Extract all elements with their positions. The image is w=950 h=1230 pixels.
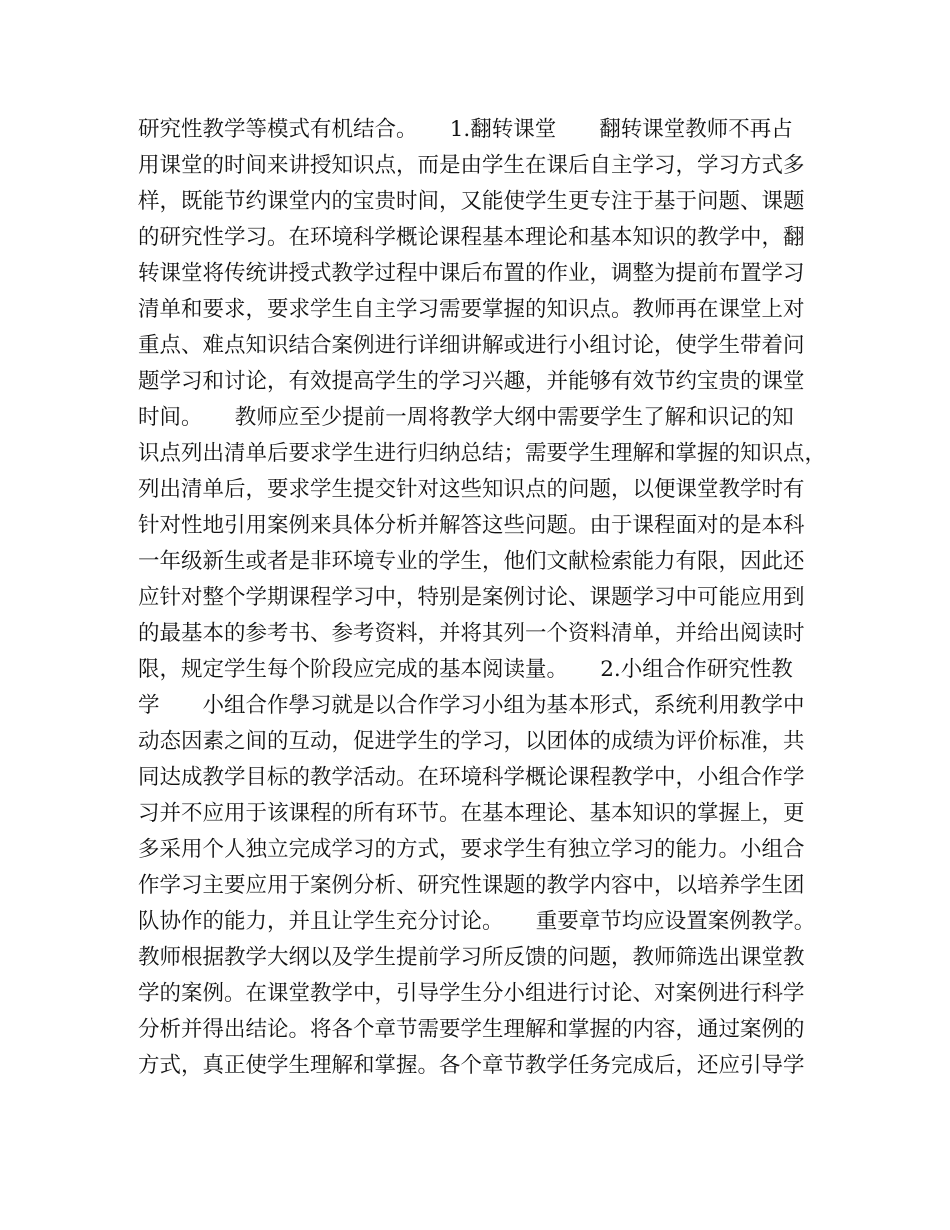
text-line: 样，既能节约课堂内的宝贵时间，又能使学生更专注于基于问题、课题 xyxy=(138,189,805,214)
text-line: 题学习和讨论，有效提高学生的学习兴趣，并能够有效节约宝贵的课堂 xyxy=(138,369,805,394)
text-line: 的最基本的参考书、参考资料，并将其列一个资料清单，并给出阅读时 xyxy=(138,621,805,646)
text-line: 的研究性学习。在环境科学概论课程基本理论和基本知识的教学中，翻 xyxy=(138,225,805,250)
text-line: 习并不应用于该课程的所有环节。在基本理论、基本知识的掌握上，更 xyxy=(138,801,805,826)
text-line: 一年级新生或者是非环境专业的学生，他们文献检索能力有限，因此还 xyxy=(138,549,805,574)
text-line: 分析并得出结论。将各个章节需要学生理解和掌握的内容，通过案例的 xyxy=(138,1017,805,1042)
text-line: 应针对整个学期课程学习中，特别是案例讨论、课题学习中可能应用到 xyxy=(138,585,805,610)
text-line: 多采用个人独立完成学习的方式，要求学生有独立学习的能力。小组合 xyxy=(138,837,805,862)
text-line: 转课堂将传统讲授式教学过程中课后布置的作业，调整为提前布置学习 xyxy=(138,261,805,286)
text-line: 识点列出清单后要求学生进行归纳总结；需要学生理解和掌握的知识点， xyxy=(138,441,827,466)
text-line: 列出清单后，要求学生提交针对这些知识点的问题，以便课堂教学时有 xyxy=(138,477,805,502)
text-line: 针对性地引用案例来具体分析并解答这些问题。由于课程面对的是本科 xyxy=(138,513,805,538)
text-line: 学 小组合作學习就是以合作学习小组为基本形式，系统利用教学中 xyxy=(138,693,805,718)
text-line: 同达成教学目标的教学活动。在环境科学概论课程教学中，小组合作学 xyxy=(138,765,805,790)
text-line: 重点、难点知识结合案例进行详细讲解或进行小组讨论，使学生带着问 xyxy=(138,333,805,358)
body-text xyxy=(138,112,828,1084)
text-line: 时间。 教师应至少提前一周将教学大纲中需要学生了解和识记的知 xyxy=(138,405,794,430)
text-line: 教师根据教学大纲以及学生提前学习所反馈的问题，教师筛选出课堂教 xyxy=(138,945,805,970)
text-line: 用课堂的时间来讲授知识点，而是由学生在课后自主学习，学习方式多 xyxy=(138,153,805,178)
text-line: 研究性教学等模式有机结合。 1.翻转课堂 翻转课堂教师不再占 xyxy=(138,117,793,142)
text-line: 作学习主要应用于案例分析、研究性课题的教学内容中，以培养学生团 xyxy=(138,873,805,898)
text-line: 清单和要求，要求学生自主学习需要掌握的知识点。教师再在课堂上对 xyxy=(138,297,805,322)
text-line: 学的案例。在课堂教学中，引导学生分小组进行讨论、对案例进行科学 xyxy=(138,981,805,1006)
text-line: 限，规定学生每个阶段应完成的基本阅读量。 2.小组合作研究性教 xyxy=(138,657,793,682)
text-line: 方式，真正使学生理解和掌握。各个章节教学任务完成后，还应引导学 xyxy=(138,1053,805,1078)
text-line: 队协作的能力，并且让学生充分讨论。 重要章节均应设置案例教学。 xyxy=(138,909,816,934)
text-line: 动态因素之间的互动，促进学生的学习，以团体的成绩为评价标准，共 xyxy=(138,729,805,754)
